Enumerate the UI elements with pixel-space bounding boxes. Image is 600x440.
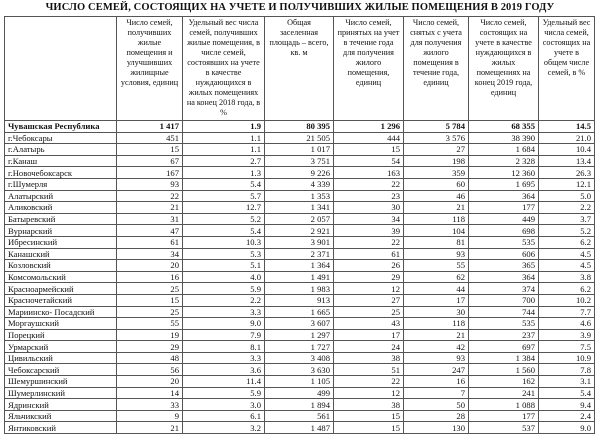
table-cell: 1 695 <box>469 178 539 190</box>
table-cell: 93 <box>404 248 469 260</box>
table-cell: 698 <box>469 225 539 237</box>
table-cell: 1 491 <box>265 271 334 283</box>
table-cell: 499 <box>265 387 334 399</box>
table-row <box>5 376 595 388</box>
table-cell: 2 921 <box>265 225 334 237</box>
table-cell: Аликовский <box>5 202 117 214</box>
column-header: Удельный вес числа семей, состоящих на учете в общем числе семей, в % <box>539 17 595 121</box>
table-cell: Комсомольский <box>5 271 117 283</box>
table-cell: 4.5 <box>539 248 595 260</box>
table-cell: Чебоксарский <box>5 364 117 376</box>
table-cell: 2 371 <box>265 248 334 260</box>
table-cell: 3.0 <box>183 399 265 411</box>
table-cell: 55 <box>117 318 183 330</box>
table-cell: 50 <box>404 399 469 411</box>
table-cell: Ядринский <box>5 399 117 411</box>
table-cell: 42 <box>404 341 469 353</box>
table-cell: 15 <box>334 144 404 156</box>
table-cell: Шемуршинский <box>5 376 117 388</box>
table-cell: 606 <box>469 248 539 260</box>
table-cell: Цивильский <box>5 352 117 364</box>
table-cell: 21 <box>117 202 183 214</box>
table-cell: 2 057 <box>265 213 334 225</box>
table-cell: 34 <box>334 213 404 225</box>
table-cell: 451 <box>117 132 183 144</box>
table-cell: 14 <box>117 387 183 399</box>
column-header: Число семей, снятых с учета для получения жилого помещения в течение года, единиц <box>404 17 469 121</box>
table-row <box>5 213 595 225</box>
table-cell: 22 <box>334 236 404 248</box>
table-cell: Козловский <box>5 260 117 272</box>
table-cell: 9.0 <box>539 422 595 434</box>
table-cell: 444 <box>334 132 404 144</box>
table-cell: 104 <box>404 225 469 237</box>
table-cell: г.Новочебоксарск <box>5 167 117 179</box>
table-row <box>5 364 595 376</box>
table-cell: г.Канаш <box>5 155 117 167</box>
table-row <box>5 318 595 330</box>
table-row <box>5 155 595 167</box>
table-cell: 1 297 <box>265 329 334 341</box>
table-row <box>5 306 595 318</box>
table-cell: 537 <box>469 422 539 434</box>
table-cell: 38 <box>334 352 404 364</box>
table-cell: 15 <box>334 422 404 434</box>
table-cell: 10.4 <box>539 144 595 156</box>
table-cell: Ибресинский <box>5 236 117 248</box>
table-cell: 9.4 <box>539 399 595 411</box>
table-cell: 16 <box>117 271 183 283</box>
table-cell: 1 487 <box>265 422 334 434</box>
table-cell: 1.9 <box>183 121 265 133</box>
table-cell: 365 <box>469 260 539 272</box>
table-cell: 61 <box>117 236 183 248</box>
table-cell: 2 328 <box>469 155 539 167</box>
table-cell: 198 <box>404 155 469 167</box>
table-cell: 7.8 <box>539 364 595 376</box>
table-cell: 13.4 <box>539 155 595 167</box>
table-cell: 163 <box>334 167 404 179</box>
table-cell: 3.3 <box>183 306 265 318</box>
table-cell: 5.9 <box>183 283 265 295</box>
table-cell: 26 <box>334 260 404 272</box>
table-cell: 2.7 <box>183 155 265 167</box>
table-cell: 5.3 <box>183 248 265 260</box>
table-cell: 93 <box>404 352 469 364</box>
table-cell: 3.9 <box>539 329 595 341</box>
table-cell: 359 <box>404 167 469 179</box>
table-cell: Яльчикский <box>5 410 117 422</box>
table-cell: 30 <box>334 202 404 214</box>
table-cell: 12.1 <box>539 178 595 190</box>
table-row <box>5 248 595 260</box>
table-cell: 3.6 <box>183 364 265 376</box>
table-cell: 1 665 <box>265 306 334 318</box>
column-header <box>5 17 117 121</box>
table-cell: 247 <box>404 364 469 376</box>
table-cell: 3.7 <box>539 213 595 225</box>
table-cell: 9.0 <box>183 318 265 330</box>
table-cell: Урмарский <box>5 341 117 353</box>
table-row <box>5 329 595 341</box>
table-cell: 7.5 <box>539 341 595 353</box>
table-cell: 5.4 <box>183 178 265 190</box>
table-cell: 12 <box>334 387 404 399</box>
table-cell: 33 <box>117 399 183 411</box>
table-cell: 1.3 <box>183 167 265 179</box>
table-row <box>5 202 595 214</box>
table-cell: 17 <box>404 294 469 306</box>
table-cell: 4 339 <box>265 178 334 190</box>
table-cell: 81 <box>404 236 469 248</box>
table-row <box>5 410 595 422</box>
table-cell: 162 <box>469 376 539 388</box>
table-cell: 449 <box>469 213 539 225</box>
table-cell: 24 <box>334 341 404 353</box>
table-cell: 14.5 <box>539 121 595 133</box>
table-cell: 1 417 <box>117 121 183 133</box>
table-cell: 535 <box>469 236 539 248</box>
table-row <box>5 225 595 237</box>
table-cell: 6.2 <box>539 236 595 248</box>
table-cell: 22 <box>117 190 183 202</box>
table-cell: 27 <box>404 144 469 156</box>
table-cell: 3.3 <box>183 352 265 364</box>
table-cell: 913 <box>265 294 334 306</box>
table-cell: 56 <box>117 364 183 376</box>
table-cell: 10.2 <box>539 294 595 306</box>
table-cell: Моргаушский <box>5 318 117 330</box>
table-cell: 48 <box>117 352 183 364</box>
table-cell: 3.2 <box>183 422 265 434</box>
table-cell: 20 <box>117 376 183 388</box>
table-cell: 3 576 <box>404 132 469 144</box>
table-cell: 39 <box>334 225 404 237</box>
table-cell: 1 727 <box>265 341 334 353</box>
table-cell: 5.2 <box>183 213 265 225</box>
table-cell: 21 <box>404 329 469 341</box>
table-cell: 29 <box>117 341 183 353</box>
table-cell: 1 894 <box>265 399 334 411</box>
table-cell: 700 <box>469 294 539 306</box>
table-cell: 12 360 <box>469 167 539 179</box>
table-cell: 5.4 <box>539 387 595 399</box>
table-cell: 68 355 <box>469 121 539 133</box>
table-row <box>5 236 595 248</box>
table-row <box>5 283 595 295</box>
table-cell: 25 <box>117 283 183 295</box>
table-cell: 1 384 <box>469 352 539 364</box>
table-cell: 167 <box>117 167 183 179</box>
table-cell: 19 <box>117 329 183 341</box>
table-cell: 38 390 <box>469 132 539 144</box>
table-cell: 61 <box>334 248 404 260</box>
table-cell: 47 <box>117 225 183 237</box>
table-cell: 8.1 <box>183 341 265 353</box>
table-cell: 3 607 <box>265 318 334 330</box>
table-cell: Шумерлинский <box>5 387 117 399</box>
table-cell: Алатырский <box>5 190 117 202</box>
table-cell: 31 <box>117 213 183 225</box>
table-cell: 3 408 <box>265 352 334 364</box>
table-cell: 21 <box>117 422 183 434</box>
table-cell: 1 983 <box>265 283 334 295</box>
table-row <box>5 167 595 179</box>
table-cell: 62 <box>404 271 469 283</box>
table-cell: 67 <box>117 155 183 167</box>
table-cell: 21.0 <box>539 132 595 144</box>
table-cell: 60 <box>404 178 469 190</box>
table-cell: 1 296 <box>334 121 404 133</box>
column-header: Удельный вес числа семей, получивших жилые помещения, в числе семей, состоявших на учете в качестве нуждающихся в жилых помещениях на конец 2018 года, в % <box>183 17 265 121</box>
table-cell: 54 <box>334 155 404 167</box>
table-cell: 93 <box>117 178 183 190</box>
table-cell: 34 <box>117 248 183 260</box>
table-cell: 21 505 <box>265 132 334 144</box>
table-cell: 1.1 <box>183 132 265 144</box>
table-cell: 16 <box>404 376 469 388</box>
table-cell: Порецкий <box>5 329 117 341</box>
table-cell: 15 <box>117 144 183 156</box>
table-cell: 4.0 <box>183 271 265 283</box>
table-cell: 1 560 <box>469 364 539 376</box>
table-row <box>5 422 595 434</box>
table-cell: 44 <box>404 283 469 295</box>
table-cell: 28 <box>404 410 469 422</box>
table-cell: 4.5 <box>539 260 595 272</box>
table-cell: 130 <box>404 422 469 434</box>
table-cell: 11.4 <box>183 376 265 388</box>
table-cell: 561 <box>265 410 334 422</box>
table-cell: 2.4 <box>539 410 595 422</box>
table-cell: Батыревский <box>5 213 117 225</box>
table-cell: 9 226 <box>265 167 334 179</box>
table-cell: 27 <box>334 294 404 306</box>
table-cell: 80 395 <box>265 121 334 133</box>
table-cell: 118 <box>404 213 469 225</box>
table-cell: 2.2 <box>183 294 265 306</box>
column-header: Число семей, принятых на учет в течение года для получения жилого помещения, единиц <box>334 17 404 121</box>
column-header: Число семей, состоящих на учете в качестве нуждающихся в жилых помещениях на конец 2019 года, единиц <box>469 17 539 121</box>
table-cell: 7 <box>404 387 469 399</box>
table-cell: 29 <box>334 271 404 283</box>
table-cell: 1 341 <box>265 202 334 214</box>
table-cell: 1 684 <box>469 144 539 156</box>
table-cell: Вурнарский <box>5 225 117 237</box>
table-header-row <box>5 17 595 121</box>
table-row <box>5 352 595 364</box>
table-cell: 5.4 <box>183 225 265 237</box>
table-cell: 535 <box>469 318 539 330</box>
table-cell: 55 <box>404 260 469 272</box>
table-cell: 1 353 <box>265 190 334 202</box>
table-cell: 17 <box>334 329 404 341</box>
table-row <box>5 271 595 283</box>
table-cell: 3 630 <box>265 364 334 376</box>
column-header: Общая заселенная площадь – всего, кв. м <box>265 17 334 121</box>
table-cell: 1 017 <box>265 144 334 156</box>
table-cell: 9 <box>117 410 183 422</box>
table-cell: 12 <box>334 283 404 295</box>
table-cell: 5.1 <box>183 260 265 272</box>
table-cell: 15 <box>117 294 183 306</box>
table-cell: 15 <box>334 410 404 422</box>
table-cell: 744 <box>469 306 539 318</box>
statistics-table <box>4 16 595 434</box>
table-cell: 3 901 <box>265 236 334 248</box>
table-cell: 38 <box>334 399 404 411</box>
table-row <box>5 294 595 306</box>
table-cell: 5.7 <box>183 190 265 202</box>
summary-row <box>5 121 595 133</box>
table-cell: 177 <box>469 410 539 422</box>
table-cell: 43 <box>334 318 404 330</box>
table-cell: г.Шумерля <box>5 178 117 190</box>
table-cell: 26.3 <box>539 167 595 179</box>
table-cell: Канашский <box>5 248 117 260</box>
table-cell: 23 <box>334 190 404 202</box>
table-cell: 10.3 <box>183 236 265 248</box>
table-title: ЧИСЛО СЕМЕЙ, СОСТОЯЩИХ НА УЧЕТЕ И ПОЛУЧИВШИХ ЖИЛЫЕ ПОМЕЩЕНИЯ В 2019 ГОДУ <box>45 2 555 13</box>
table-cell: 5.9 <box>183 387 265 399</box>
table-cell: 364 <box>469 190 539 202</box>
table-cell: Янтиковский <box>5 422 117 434</box>
table-cell: 364 <box>469 271 539 283</box>
table-cell: 241 <box>469 387 539 399</box>
table-cell: 25 <box>334 306 404 318</box>
table-cell: 4.6 <box>539 318 595 330</box>
table-row <box>5 144 595 156</box>
table-cell: 118 <box>404 318 469 330</box>
table-cell: Красночетайский <box>5 294 117 306</box>
table-row <box>5 399 595 411</box>
table-cell: г.Чебоксары <box>5 132 117 144</box>
table-cell: 2.2 <box>539 202 595 214</box>
table-cell: 20 <box>117 260 183 272</box>
table-cell: 10.9 <box>539 352 595 364</box>
table-cell: 12.7 <box>183 202 265 214</box>
table-cell: 1 364 <box>265 260 334 272</box>
table-row <box>5 260 595 272</box>
table-cell: 21 <box>404 202 469 214</box>
table-cell: 1 105 <box>265 376 334 388</box>
table-cell: 3 751 <box>265 155 334 167</box>
table-cell: 237 <box>469 329 539 341</box>
table-cell: 7.7 <box>539 306 595 318</box>
table-row <box>5 341 595 353</box>
table-row <box>5 387 595 399</box>
table-row <box>5 190 595 202</box>
table-cell: 46 <box>404 190 469 202</box>
table-cell: Чувашская Республика <box>5 121 117 133</box>
table-cell: 5.0 <box>539 190 595 202</box>
table-cell: 697 <box>469 341 539 353</box>
table-row <box>5 178 595 190</box>
table-cell: 3.8 <box>539 271 595 283</box>
table-cell: 6.2 <box>539 283 595 295</box>
table-cell: 177 <box>469 202 539 214</box>
table-cell: 30 <box>404 306 469 318</box>
table-cell: 1 088 <box>469 399 539 411</box>
table-cell: г.Алатырь <box>5 144 117 156</box>
table-cell: 25 <box>117 306 183 318</box>
table-cell: 3.1 <box>539 376 595 388</box>
table-cell: 374 <box>469 283 539 295</box>
table-cell: 51 <box>334 364 404 376</box>
table-cell: 7.9 <box>183 329 265 341</box>
table-row <box>5 132 595 144</box>
table-cell: 6.1 <box>183 410 265 422</box>
table-cell: 22 <box>334 376 404 388</box>
column-header: Число семей, получивших жилые помещения и улучшивших жилищные условия, единиц <box>117 17 183 121</box>
table-cell: Красноармейский <box>5 283 117 295</box>
table-cell: 5 784 <box>404 121 469 133</box>
table-cell: 5.2 <box>539 225 595 237</box>
table-cell: 1.1 <box>183 144 265 156</box>
table-cell: 22 <box>334 178 404 190</box>
table-cell: Мариинско- Посадский <box>5 306 117 318</box>
